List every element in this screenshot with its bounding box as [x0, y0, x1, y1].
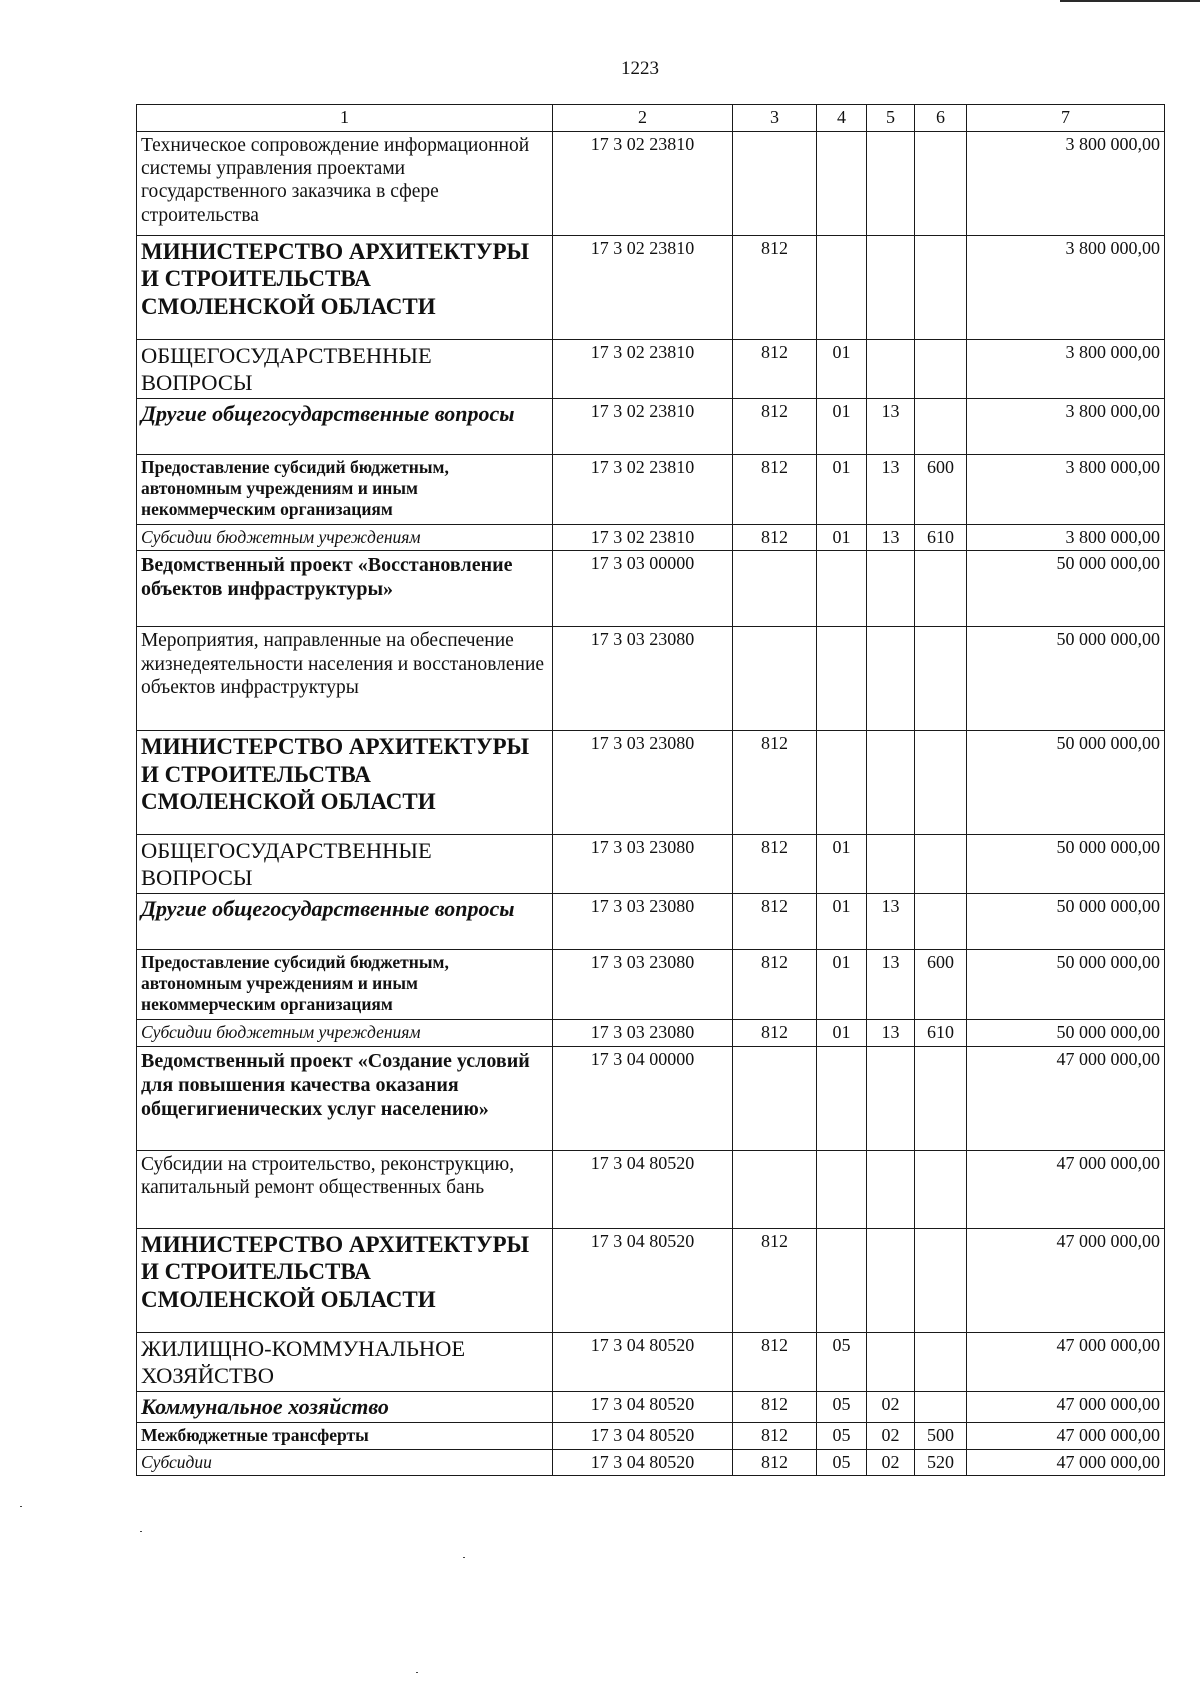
ministry-code-cell: 812 [733, 398, 817, 454]
item-name-cell: Субсидии [137, 1449, 553, 1476]
subsection-code-cell [867, 1150, 915, 1228]
table-row [137, 131, 1165, 235]
table-body [137, 105, 1165, 1476]
table-row [137, 627, 1165, 731]
expense-type-cell [915, 235, 967, 339]
subsection-code-cell: 13 [867, 398, 915, 454]
column-header: 2 [553, 105, 733, 132]
section-code-cell: 01 [817, 894, 867, 950]
column-header: 7 [967, 105, 1165, 132]
section-code-cell: 01 [817, 835, 867, 894]
program-code-cell: 17 3 04 80520 [553, 1332, 733, 1391]
column-header: 4 [817, 105, 867, 132]
table-row [137, 454, 1165, 524]
amount-cell: 50 000 000,00 [967, 835, 1165, 894]
column-header: 1 [137, 105, 553, 132]
subsection-code-cell: 02 [867, 1391, 915, 1422]
ministry-code-cell [733, 551, 817, 627]
item-name-cell: ЖИЛИЩНО-КОММУНАЛЬНОЕ ХОЗЯЙСТВО [137, 1332, 553, 1391]
subsection-code-cell [867, 627, 915, 731]
expense-type-cell: 600 [915, 950, 967, 1020]
item-name-cell: МИНИСТЕРСТВО АРХИТЕКТУРЫ И СТРОИТЕЛЬСТВА СМОЛЕНСКОЙ ОБЛАСТИ [137, 235, 553, 339]
section-code-cell: 05 [817, 1423, 867, 1450]
column-header: 3 [733, 105, 817, 132]
subsection-code-cell: 02 [867, 1449, 915, 1476]
table-row [137, 235, 1165, 339]
section-code-cell [817, 627, 867, 731]
amount-cell: 47 000 000,00 [967, 1423, 1165, 1450]
table-row [137, 1020, 1165, 1047]
program-code-cell: 17 3 04 80520 [553, 1228, 733, 1332]
table-row [137, 1046, 1165, 1150]
item-name-cell: Субсидии на строительство, реконструкцию, капитальный ремонт общественных бань [137, 1150, 553, 1228]
subsection-code-cell: 02 [867, 1423, 915, 1450]
section-code-cell: 01 [817, 398, 867, 454]
program-code-cell: 17 3 03 00000 [553, 551, 733, 627]
table-row [137, 551, 1165, 627]
item-name-cell: МИНИСТЕРСТВО АРХИТЕКТУРЫ И СТРОИТЕЛЬСТВА СМОЛЕНСКОЙ ОБЛАСТИ [137, 1228, 553, 1332]
ministry-code-cell: 812 [733, 524, 817, 551]
table-row [137, 950, 1165, 1020]
subsection-code-cell [867, 1332, 915, 1391]
program-code-cell: 17 3 02 23810 [553, 398, 733, 454]
item-name-cell: Предоставление субсидий бюджетным, автономным учреждениям и иным некоммерческим организациям [137, 454, 553, 524]
expense-type-cell: 600 [915, 454, 967, 524]
table-row [137, 524, 1165, 551]
expense-type-cell: 520 [915, 1449, 967, 1476]
item-name-cell: ОБЩЕГОСУДАРСТВЕННЫЕ ВОПРОСЫ [137, 339, 553, 398]
table-row [137, 1332, 1165, 1391]
ministry-code-cell [733, 627, 817, 731]
table-row [137, 1150, 1165, 1228]
column-header: 6 [915, 105, 967, 132]
program-code-cell: 17 3 02 23810 [553, 454, 733, 524]
subsection-code-cell [867, 551, 915, 627]
page-number: 1223 [621, 58, 659, 79]
item-name-cell: Другие общегосударственные вопросы [137, 894, 553, 950]
item-name-cell: ОБЩЕГОСУДАРСТВЕННЫЕ ВОПРОСЫ [137, 835, 553, 894]
expense-type-cell: 500 [915, 1423, 967, 1450]
program-code-cell: 17 3 03 23080 [553, 731, 733, 835]
subsection-code-cell [867, 131, 915, 235]
item-name-cell: Коммунальное хозяйство [137, 1391, 553, 1422]
section-code-cell: 05 [817, 1332, 867, 1391]
item-name-cell: Ведомственный проект «Создание условий для повышения качества оказания общегигиенических услуг населению» [137, 1046, 553, 1150]
ministry-code-cell [733, 131, 817, 235]
item-name-cell: Другие общегосударственные вопросы [137, 398, 553, 454]
subsection-code-cell [867, 339, 915, 398]
section-code-cell: 01 [817, 339, 867, 398]
section-code-cell [817, 551, 867, 627]
amount-cell: 47 000 000,00 [967, 1228, 1165, 1332]
subsection-code-cell: 13 [867, 524, 915, 551]
header-row [137, 105, 1165, 132]
expense-type-cell [915, 398, 967, 454]
ministry-code-cell: 812 [733, 1332, 817, 1391]
amount-cell: 47 000 000,00 [967, 1449, 1165, 1476]
item-name-cell: Предоставление субсидий бюджетным, автономным учреждениям и иным некоммерческим организациям [137, 950, 553, 1020]
expense-type-cell: 610 [915, 524, 967, 551]
section-code-cell [817, 731, 867, 835]
expense-type-cell [915, 1391, 967, 1422]
ministry-code-cell: 812 [733, 731, 817, 835]
scan-speck [416, 1672, 418, 1673]
ministry-code-cell [733, 1150, 817, 1228]
amount-cell: 3 800 000,00 [967, 339, 1165, 398]
expense-type-cell [915, 627, 967, 731]
scan-edge-mark [1060, 0, 1200, 2]
program-code-cell: 17 3 04 00000 [553, 1046, 733, 1150]
table-row [137, 731, 1165, 835]
program-code-cell: 17 3 02 23810 [553, 339, 733, 398]
item-name-cell: МИНИСТЕРСТВО АРХИТЕКТУРЫ И СТРОИТЕЛЬСТВА СМОЛЕНСКОЙ ОБЛАСТИ [137, 731, 553, 835]
subsection-code-cell [867, 1046, 915, 1150]
table-row [137, 398, 1165, 454]
program-code-cell: 17 3 04 80520 [553, 1449, 733, 1476]
amount-cell: 3 800 000,00 [967, 454, 1165, 524]
section-code-cell: 01 [817, 454, 867, 524]
section-code-cell: 05 [817, 1391, 867, 1422]
section-code-cell [817, 1150, 867, 1228]
item-name-cell: Субсидии бюджетным учреждениям [137, 524, 553, 551]
program-code-cell: 17 3 03 23080 [553, 627, 733, 731]
ministry-code-cell: 812 [733, 454, 817, 524]
expense-type-cell [915, 894, 967, 950]
amount-cell: 3 800 000,00 [967, 524, 1165, 551]
scan-speck [20, 1506, 22, 1507]
ministry-code-cell [733, 1046, 817, 1150]
table-row [137, 339, 1165, 398]
amount-cell: 3 800 000,00 [967, 398, 1165, 454]
section-code-cell [817, 235, 867, 339]
ministry-code-cell: 812 [733, 950, 817, 1020]
ministry-code-cell: 812 [733, 1228, 817, 1332]
budget-table [136, 104, 1165, 1476]
amount-cell: 47 000 000,00 [967, 1391, 1165, 1422]
item-name-cell: Техническое сопровождение информационной системы управления проектами государственного заказчика в сфере строительства [137, 131, 553, 235]
ministry-code-cell: 812 [733, 1423, 817, 1450]
amount-cell: 47 000 000,00 [967, 1046, 1165, 1150]
subsection-code-cell: 13 [867, 950, 915, 1020]
scan-speck [463, 1557, 465, 1558]
amount-cell: 50 000 000,00 [967, 950, 1165, 1020]
amount-cell: 3 800 000,00 [967, 131, 1165, 235]
ministry-code-cell: 812 [733, 1449, 817, 1476]
expense-type-cell [915, 551, 967, 627]
subsection-code-cell [867, 731, 915, 835]
ministry-code-cell: 812 [733, 235, 817, 339]
program-code-cell: 17 3 03 23080 [553, 894, 733, 950]
item-name-cell: Ведомственный проект «Восстановление объектов инфраструктуры» [137, 551, 553, 627]
amount-cell: 50 000 000,00 [967, 627, 1165, 731]
ministry-code-cell: 812 [733, 1391, 817, 1422]
item-name-cell: Мероприятия, направленные на обеспечение жизнедеятельности населения и восстановление объектов инфраструктуры [137, 627, 553, 731]
expense-type-cell [915, 1150, 967, 1228]
ministry-code-cell: 812 [733, 1020, 817, 1047]
amount-cell: 50 000 000,00 [967, 551, 1165, 627]
table-row [137, 835, 1165, 894]
program-code-cell: 17 3 03 23080 [553, 835, 733, 894]
program-code-cell: 17 3 02 23810 [553, 131, 733, 235]
expense-type-cell [915, 131, 967, 235]
expense-type-cell [915, 339, 967, 398]
table-row [137, 894, 1165, 950]
section-code-cell: 01 [817, 950, 867, 1020]
program-code-cell: 17 3 03 23080 [553, 950, 733, 1020]
section-code-cell [817, 1228, 867, 1332]
scan-speck [140, 1531, 142, 1532]
program-code-cell: 17 3 03 23080 [553, 1020, 733, 1047]
amount-cell: 3 800 000,00 [967, 235, 1165, 339]
section-code-cell [817, 131, 867, 235]
ministry-code-cell: 812 [733, 894, 817, 950]
program-code-cell: 17 3 02 23810 [553, 524, 733, 551]
section-code-cell: 01 [817, 1020, 867, 1047]
program-code-cell: 17 3 04 80520 [553, 1423, 733, 1450]
subsection-code-cell: 13 [867, 454, 915, 524]
subsection-code-cell [867, 1228, 915, 1332]
amount-cell: 47 000 000,00 [967, 1332, 1165, 1391]
expense-type-cell: 610 [915, 1020, 967, 1047]
program-code-cell: 17 3 04 80520 [553, 1391, 733, 1422]
subsection-code-cell [867, 835, 915, 894]
item-name-cell: Межбюджетные трансферты [137, 1423, 553, 1450]
expense-type-cell [915, 1332, 967, 1391]
program-code-cell: 17 3 02 23810 [553, 235, 733, 339]
subsection-code-cell: 13 [867, 1020, 915, 1047]
expense-type-cell [915, 731, 967, 835]
table-row [137, 1423, 1165, 1450]
section-code-cell: 01 [817, 524, 867, 551]
section-code-cell [817, 1046, 867, 1150]
program-code-cell: 17 3 04 80520 [553, 1150, 733, 1228]
amount-cell: 50 000 000,00 [967, 1020, 1165, 1047]
amount-cell: 47 000 000,00 [967, 1150, 1165, 1228]
subsection-code-cell [867, 235, 915, 339]
amount-cell: 50 000 000,00 [967, 894, 1165, 950]
expense-type-cell [915, 1228, 967, 1332]
column-header: 5 [867, 105, 915, 132]
table-row [137, 1228, 1165, 1332]
item-name-cell: Субсидии бюджетным учреждениям [137, 1020, 553, 1047]
subsection-code-cell: 13 [867, 894, 915, 950]
expense-type-cell [915, 1046, 967, 1150]
table-row [137, 1449, 1165, 1476]
expense-type-cell [915, 835, 967, 894]
table-row [137, 1391, 1165, 1422]
ministry-code-cell: 812 [733, 835, 817, 894]
ministry-code-cell: 812 [733, 339, 817, 398]
section-code-cell: 05 [817, 1449, 867, 1476]
amount-cell: 50 000 000,00 [967, 731, 1165, 835]
